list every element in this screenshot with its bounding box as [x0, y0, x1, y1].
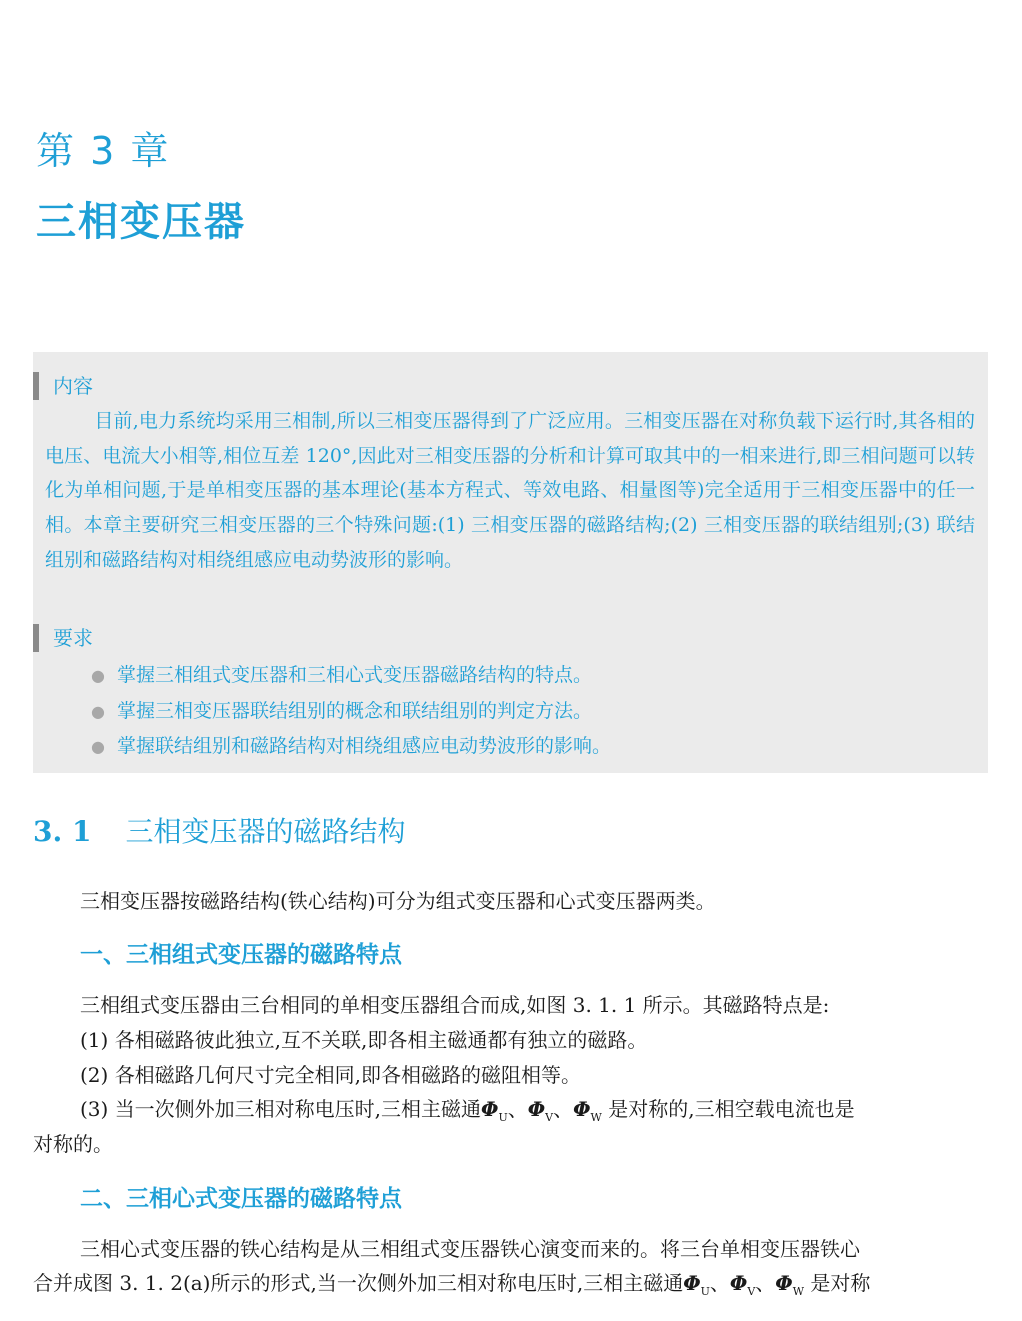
body-line: (1) 各相磁路彼此独立,互不关联,即各相主磁通都有独立的磁路。 — [80, 1028, 648, 1052]
subheading-core-transformer: 二、三相心式变压器的磁路特点 — [80, 1186, 402, 1212]
flux-w-symbol: $\Phi_W$ — [573, 1097, 602, 1124]
section-title: 三相变压器的磁路结构 — [125, 815, 406, 848]
requirements-list — [91, 658, 611, 765]
requirement-item: ● 掌握三相变压器联结组别的概念和联结组别的判定方法。 — [91, 694, 611, 730]
content-heading: 内容 — [33, 372, 93, 400]
body-line: 三相组式变压器由三台相同的单相变压器组合而成,如图 3. 1. 1 所示。其磁路特点是: — [80, 993, 830, 1017]
requirement-item: ● 掌握联结组别和磁路结构对相绕组感应电动势波形的影响。 — [91, 729, 611, 765]
chapter-summary-box — [33, 352, 988, 773]
body-line-flux: (3) 当一次侧外加三相对称电压时,三相主磁通$\Phi_U$、$\Phi_V$、$\Phi_W$ 是对称的,三相空载电流也是 — [80, 1097, 855, 1124]
flux-u-symbol: $\Phi_U$ — [481, 1097, 508, 1124]
flux-u-symbol: $\Phi_U$ — [683, 1271, 710, 1298]
section-heading — [33, 810, 405, 850]
chapter-title: 三相变压器 — [36, 199, 246, 245]
flux-v-symbol: $\Phi_V$ — [527, 1097, 554, 1124]
bullet-icon: ● — [91, 666, 105, 685]
bullet-icon: ● — [91, 701, 105, 721]
chapter-number: 第 3 章 — [36, 129, 171, 173]
flux-v-symbol: $\Phi_V$ — [729, 1271, 756, 1298]
body-line-flux: 合并成图 3. 1. 2(a)所示的形式,当一次侧外加三相对称电压时,三相主磁通$\Phi_U$、$\Phi_V$、$\Phi_W$ 是对称 — [33, 1271, 871, 1298]
bullet-icon: ● — [91, 737, 105, 756]
subheading-group-transformer: 一、三相组式变压器的磁路特点 — [80, 942, 402, 968]
flux-w-symbol: $\Phi_W$ — [775, 1271, 805, 1298]
body-line: 对称的。 — [33, 1132, 113, 1156]
requirements-heading: 要求 — [33, 624, 93, 652]
body-line: 三相心式变压器的铁心结构是从三相组式变压器铁心演变而来的。将三台单相变压器铁心 — [80, 1237, 860, 1261]
section-number: 3. 1 — [33, 815, 92, 848]
body-line: (2) 各相磁路几何尺寸完全相同,即各相磁路的磁阻相等。 — [80, 1063, 582, 1087]
section-intro: 三相变压器按磁路结构(铁心结构)可分为组式变压器和心式变压器两类。 — [80, 889, 716, 913]
content-paragraph: 目前,电力系统均采用三相制,所以三相变压器得到了广泛应用。三相变压器在对称负载下运行时,其各相的电压、电流大小相等,相位互差 120°,因此对三相变压器的分析和计算可取其中的一相来进行,即三相问题可以转化为单相问题,于是单相变压器的基本理论(基本方程式、等效电路、相量图等)完全适用于三相变压器中的任一相。本章主要研究三相变压器的三个特殊问题:(1) 三相变压器的磁路结构;(2) 三相变压器的联结组别;(3) 联结组别和磁路结构对相绕组感应电动势波形的影响。 — [45, 410, 975, 571]
requirement-item: ● 掌握三相组式变压器和三相心式变压器磁路结构的特点。 — [91, 658, 611, 694]
